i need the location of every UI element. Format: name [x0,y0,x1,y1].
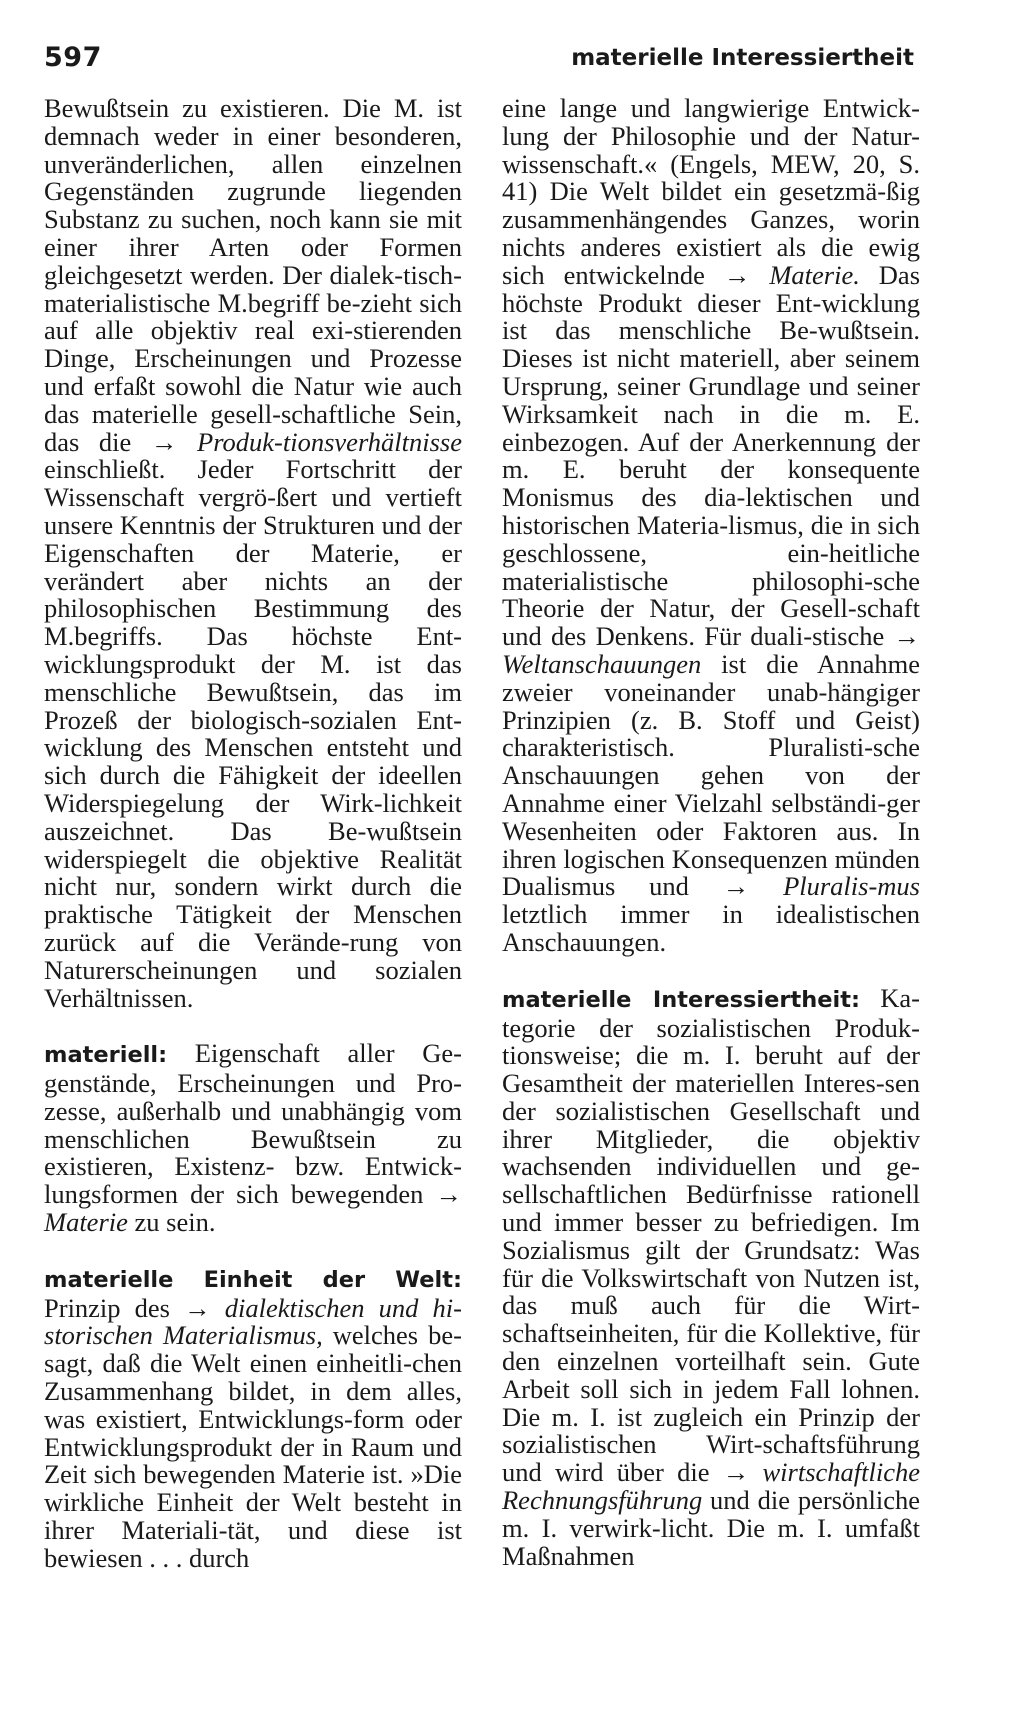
entry-text: Eigenschaft aller Ge-genstände, Erscheinungen und Pro-zesse, außerhalb und unabhängig vom menschlichen Bewußtsein zu existieren, Existenz- bzw. Entwick-lungsformen der sich bewegenden [44,1038,462,1210]
paragraph-text: Bewußtsein zu existieren. Die M. ist demnach weder in einer besonderen, unveränderlichen, allen einzelnen Gegenständen zugrunde liegenden Substanz zu suchen, noch kann sie mit einer ihrer Arten oder Formen gleichgesetzt werden. Der dialek-tisch-materialistische M.begriff be-zieht sich auf alle objektiv real exi-stierenden Dinge, Erscheinungen und Prozesse und erfaßt sowohl die Natur wie auch das materielle gesell-schaftliche Sein, das die [44,93,462,457]
cross-reference-arrow: → [150,426,178,457]
cross-reference: Pluralis-mus [783,871,920,902]
cross-reference: Produk-tionsverhältnisse [197,426,463,457]
paragraph-text: Das höchste Produkt dieser Ent-wicklung ist das menschliche Be-wußtsein. Dieses ist nicht materiell, aber seinem Ursprung, seiner Grundlage und seiner Wirksamkeit nach in die m. E. einbezogen. Auf der Anerkennung der m. E. beruht der konsequente Monismus des dia-lektischen und historischen Materia-lismus, die in sich geschlossene, ein-heitliche materialistische philosophi-sche Theorie der Natur, der Gesell-schaft und des Denkens. Für duali-stische [502,259,921,652]
cross-reference-arrow: → [435,1179,462,1210]
entry-materielle-interessiertheit [502,982,921,1571]
left-column [44,95,462,1573]
page-number: 597 [44,42,102,73]
entry-text: Prinzip des [44,1292,170,1323]
continued-paragraph [44,95,462,1012]
entry-headword: materielle Interessiertheit: [502,986,860,1013]
cross-reference: Materie. [769,259,860,290]
cross-reference-arrow: → [184,1292,211,1323]
entry-text: und die persönliche m. I. verwirk-licht. Die m. I. umfaßt Maßnahmen [502,1485,920,1571]
entry-headword: materielle Einheit der Welt: [44,1266,462,1293]
cross-reference-arrow: → [722,1457,750,1488]
paragraph-text: ist die Annahme zweier voneinander unab-hängiger Prinzipien (z. B. Stoff und Geist) charakteristisch. Pluralisti-sche Anschauungen gehen von der Annahme einer Vielzahl selbständi-ger Wesenheiten oder Faktoren aus. In ihren logischen Konsequenzen münden Dualismus und [502,648,920,902]
cross-reference-arrow: → [722,871,750,902]
cross-reference: Materie [44,1207,128,1238]
cross-reference: wirtschaftliche Rechnungsführung [502,1457,921,1516]
paragraph-text: einschließt. Jeder Fortschritt der Wissenschaft vergrö-ßert und vertieft unsere Kenntnis der Strukturen und der Eigenschaften der Materie, er verändert aber nichts an der philosophischen Bestimmung des M.begriffs. Das höchste Ent-wicklungsprodukt der M. ist das menschliche Bewußtsein, das im Prozeß der biologisch-sozialen Ent-wicklung des Menschen entsteht und sich durch die Fähigkeit der ideellen Widerspiegelung der Wirk-lichkeit auszeichnet. Das Be-wußtsein widerspiegelt die objektive Realität nicht nur, sondern wirkt durch die praktische Tätigkeit der Menschen zurück auf die Verände-rung von Naturerscheinungen und sozialen Verhältnissen. [44,454,462,1013]
entry-text: Ka-tegorie der sozialistischen Produk-tionsweise; die m. I. beruht auf der Gesamtheit der materiellen Interes-sen der sozialistischen Gesellschaft und ihrer Mitglieder, die objektiv wachsenden individuellen und ge-sellschaftlichen Bedürfnisse rationell und immer besser zu befriedigen. Im Sozialismus gilt der Grundsatz: Was für die Volkswirtschaft von Nutzen ist, das muß auch für die Wirt-schaftseinheiten, für die Kollektive, für den einzelnen vorteilhaft sein. Gute Arbeit soll sich in jedem Fall lohnen. Die m. I. ist zugleich ein Prinzip der sozialistischen Wirt-schaftsführung und wird über die [502,982,920,1488]
entry-materiell [44,1040,462,1237]
cross-reference: dialektischen und hi-storischen Materialismus, [44,1292,462,1351]
paragraph-text: letztlich immer in idealistischen Anschauungen. [502,899,920,957]
cross-reference: Weltanschauungen [502,648,702,679]
entry-materielle-einheit [44,1265,462,1573]
entry-headword: materiell: [44,1042,168,1069]
entry-text: zu sein. [134,1207,216,1238]
continued-paragraph [502,95,920,957]
page-header [44,38,914,78]
paragraph-text: eine lange und langwierige Entwick-lung der Philosophie und der Natur-wissenschaft.« (Engels, MEW, 20, S. 41) Die Welt bildet ein gesetzmä-ßig zusammenhängendes Ganzes, worin nichts anderes existiert als die ewig sich entwickelnde [502,93,920,290]
running-head: materielle Interessiertheit [571,45,914,71]
cross-reference-arrow: → [893,621,920,652]
right-column [502,95,920,1570]
cross-reference-arrow: → [723,259,751,290]
entry-text: welches be-sagt, daß die Welt einen einheitli-chen Zusammenhang bildet, in dem alles, was existiert, Entwicklungs-form oder Entwicklungsprodukt der in Raum und Zeit sich bewegenden Materie ist. »Die wirkliche Einheit der Welt besteht in ihrer Materiali-tät, und diese ist bewiesen . . . durch [44,1320,462,1573]
